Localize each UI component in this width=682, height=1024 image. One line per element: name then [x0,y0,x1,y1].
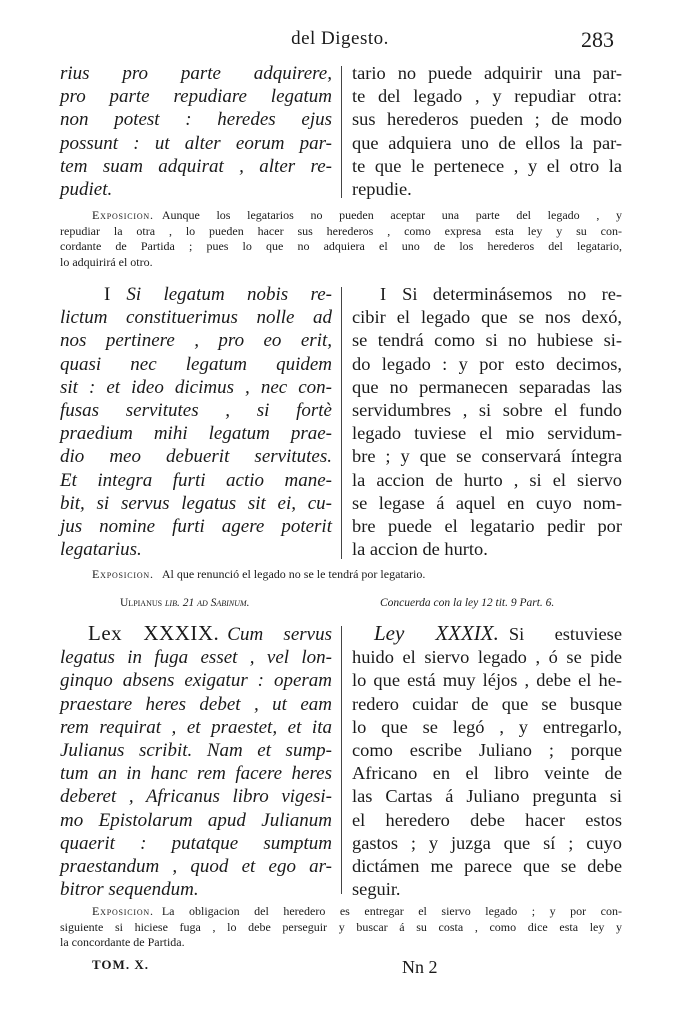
latin-line: fusas servitutes , si fortè [60,400,332,422]
parallel-block-3 [60,622,622,902]
spanish-line: servidumbres , si sobre el fundo [352,400,622,421]
latin-line: legatarius. [60,539,142,561]
spanish-line: legado tuviese el mio servidum- [352,423,622,444]
exposicion-line: lo adquirirá el otro. [60,254,153,269]
spanish-line: repudie. [352,179,412,200]
running-title: del Digesto. [291,28,389,49]
ley-heading: Ley XXXIX. [374,621,499,645]
latin-line: possunt : ut alter eorum par- [60,132,332,154]
exposicion-label: Exposicion. [92,567,154,581]
latin-column-3 [60,622,332,901]
spanish-line: que adquiera uno de ellos la par- [352,132,622,153]
spanish-line: sus herederos pueden ; de modo [352,109,622,130]
latin-line: legatus in fuga esset , vel lon- [60,647,332,669]
latin-line: praestare heres debet , ut eam [60,693,332,715]
exposicion-3 [60,904,622,951]
spanish-column-3 [352,622,622,901]
exposicion-line: siguiente si hiciese fuga , lo debe perseguir y buscar á su costa , como dice esta ley y [60,919,622,934]
spanish-line: se legase á aquel en cuyo nom- [352,492,622,513]
latin-line: mo Epistolarum apud Julianum [60,809,332,831]
page-number: 283 [581,27,614,52]
latin-line: praestandum , quod et ego ar- [60,856,332,878]
spanish-line: las Cartas á Juliano pregunta si [352,786,622,807]
volume-label: TOM. X. [92,957,149,972]
spanish-line: I Si determinásemos no re- [380,284,622,304]
spanish-line: Africano en el libro veinte de [352,763,622,784]
spanish-column-1 [352,62,622,201]
latin-line: I Si legatum nobis re- [104,284,332,305]
latin-line: jus nomine furti agere poterit [60,516,332,538]
source-citation-latin [120,597,249,609]
spanish-line: bre ; y que se conservará íntegra [352,446,622,467]
spanish-line: lo que se legó , y entregarlo, [352,716,622,737]
spanish-column-2 [352,283,622,561]
exposicion-label: Exposicion. [92,208,154,222]
latin-line: Lex XXXIX. Cum servus [88,621,332,645]
signature-mark: Nn 2 [402,957,438,977]
exposicion-text: La obligacion del heredero es entregar el siervo legado ; y por con- [161,904,622,918]
latin-line: pro parte repudiare legatum [60,86,332,108]
latin-line: Julianus scribit. Nam et sump- [60,740,332,762]
spanish-line: dictámen me parece que se debe [352,856,622,877]
exposicion-line: repudiar la otra , lo pueden hacer sus herederos , como expresa esta ley y su con- [60,223,622,238]
parallel-block-2 [60,283,622,563]
spanish-line: el heredero debe hacer estos [352,809,622,830]
latin-line: dio meo debuerit servitutes. [60,446,332,468]
spanish-line: te que le pertenece , y el otro la [352,155,622,176]
lex-heading: Lex XXXIX. [88,621,220,645]
running-head [60,28,620,58]
source-citation-spanish: Concuerda con la ley 12 tit. 9 Part. 6. [380,597,555,609]
exposicion-1 [60,208,622,270]
spanish-line: redero cuidar de que se busque [352,693,622,714]
column-rule [341,287,342,559]
spanish-line: la accion de hurto , si el siervo [352,469,622,490]
spanish-line: la accion de hurto. [352,539,488,560]
latin-line: sit : et ideo dicimus , nec con- [60,376,332,398]
latin-column-2 [60,283,332,561]
latin-line: rius pro parte adquirere, [60,63,332,84]
section-number: I [380,284,387,304]
source-reference: lib. 21 ad Sabinum. [164,597,250,609]
column-rule [341,66,342,198]
spanish-line: que no permanecen separadas las [352,376,622,397]
exposicion-2 [60,567,622,583]
spanish-line: como escribe Juliano ; porque [352,740,622,761]
parallel-block-1 [60,62,622,202]
latin-line: quaerit : putatque sumptum [60,832,332,854]
latin-line: nos pertinere , pro eo erit, [60,330,332,352]
latin-line: bitror sequendum. [60,879,199,901]
latin-line: tum an in hanc rem facere heres [60,763,332,785]
latin-column-1 [60,62,332,201]
page-footer [92,957,562,979]
spanish-line: lo que está muy léjos , debe el he- [352,670,622,691]
latin-line: lictum constituerimus nolle ad [60,307,332,329]
latin-line: rem requirat , et praestet, et ita [60,716,332,738]
latin-line: non potest : heredes ejus [60,109,332,131]
exposicion-text: Al que renunció el legado no se le tendrá por legatario. [161,567,426,581]
latin-line: praedium mihi legatum prae- [60,423,332,445]
spanish-line: cibir el legado que se nos dexó, [352,307,622,328]
latin-line: deberet , Africanus libro vigesi- [60,786,332,808]
exposicion-label: Exposicion. [92,904,154,918]
spanish-line: huido el siervo legado , ó se pide [352,647,622,668]
exposicion-line: cordante de Partida ; pues lo que no adquiera el uno de los herederos del legatario, [60,239,622,253]
latin-line: bit, si servus legatus sit ei, cu- [60,492,332,514]
latin-line: tem suam adquirat , alter re- [60,155,332,177]
exposicion-line [60,904,622,920]
column-rule [341,626,342,894]
exposicion-line [60,208,622,224]
section-number: I [104,284,111,305]
latin-line: pudiet. [60,179,113,201]
spanish-line: tario no puede adquirir una par- [352,63,622,83]
latin-line: quasi nec legatum quidem [60,353,332,375]
exposicion-line [60,567,622,583]
latin-line: Et integra furti actio mane- [60,469,332,491]
spanish-line: seguir. [352,879,401,900]
spanish-line: bre puede el legatario pedir por [352,516,622,537]
exposicion-line: la concordante de Partida. [60,935,185,949]
spanish-line: te del legado , y repudiar otra: [352,86,622,107]
spanish-line: se tendrá como si no hubiese si- [352,330,622,351]
spanish-line: do legado : y por esto decimos, [352,353,622,374]
latin-line: ginquo absens exigatur : operam [60,670,332,692]
spanish-line: gastos ; y juzga que sí ; cuyo [352,832,622,853]
spanish-line: Ley XXXIX. Si estuviese [374,621,622,645]
source-author: Ulpianus [120,597,163,609]
exposicion-text: Aunque los legatarios no pueden aceptar una parte del legado , y [161,208,622,222]
